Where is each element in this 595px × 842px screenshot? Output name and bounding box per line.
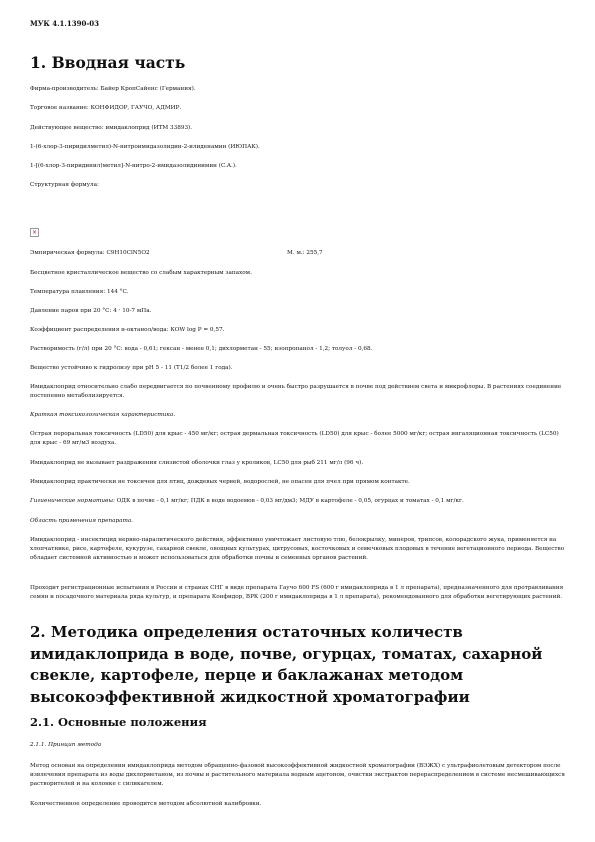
melting-point-text: Температура плавления: 144 °С. (30, 289, 129, 295)
doc-code: МУК 4.1.1390-03 (30, 19, 99, 28)
tox-label: Краткая токсикологическая характеристика. (30, 412, 176, 418)
structure-label: Структурная формула: (30, 182, 99, 188)
broken-image-icon: × (32, 229, 38, 236)
subsubsection-title: 2.1.1. Принцип метода (30, 742, 102, 748)
safety-text: Имидаклоприд практически не токсичен для птиц, дождевых червей, водорослей, не опасен для пчел при прямом контакте. (30, 479, 410, 485)
manufacturer-text: Фирма-производитель: Байер КропСайенс (Германия). (30, 86, 196, 92)
appearance-text: Бесцветное кристаллическое вещество со слабым характерным запахом. (30, 270, 252, 276)
stability-text: Имидаклоприд относительно слабо передвигается по почвенному профилю и очень быстро разрушается в почве под действием света и микрофлоры. В растениях соединение постепенно метаболизируется. (30, 384, 562, 400)
hygienic-label: Гигиенические нормативы: (30, 498, 115, 504)
section-2-title: 2. Методика определения остаточных количеств имидаклоприда в воде, почве, огурцах, томатах, сахарной свекле, картофеле, перце и баклажанах методом высокоэффективной жидкостной хроматографии (30, 623, 543, 706)
iupac-name-text: 1-(6-хлор-3-пиридилметил)-N-нитроимидазолидин-2-илиденамин (ИЮПАК). (30, 144, 260, 150)
vapor-pressure-text: Давление паров при 20 °С: 4 · 10-7 мПа. (30, 308, 152, 314)
active-substance-text: Действующее вещество: имидаклоприд (ИТМ 33893). (30, 125, 193, 131)
hygienic-text (30, 497, 565, 506)
trade-names-text: Торговое название: КОНФИДОР, ГАУЧО, АДМИР. (30, 105, 182, 111)
partition-text: Коэффициент распределения н-октанол/вода: КOW log P = 0,57. (30, 327, 225, 333)
subsection-title: 2.1. Основные положения (30, 715, 207, 729)
section-1-title: 1. Вводная часть (30, 53, 186, 72)
solubility-text: Растворимость (г/л) при 20 °С: вода - 0,61; гексан - менее 0,1; дихлорметан - 55; изопропанол - 1,2; толуол - 0,68. (30, 346, 373, 352)
registration-text: Проходит регистрационные испытания в России и странах СНГ в виде препарата Гаучо 600 FS (600 г имидаклоприда в 1 л препарата), предназначенного для протравливания семян и посадочного материала ряда культур, и препарата Конфидор, ВРК (200 г имидаклоприда в 1 л препарата), рекомендованного для обработки вегетирующих растений. (30, 585, 564, 601)
application-label: Область применения препарата. (30, 518, 134, 524)
irritation-text: Имидаклоприд не вызывает раздражения слизистой оболочки глаз у кроликов, LC50 для рыб 211 мг/л (96 ч). (30, 460, 364, 466)
quantification-text: Количественное определение проводится методом абсолютной калибровки. (30, 801, 262, 807)
molecular-mass: М. м.: 255,7 (287, 250, 323, 256)
toxicity-text: Острая пероральная токсичность (LD50) для крыс - 450 мг/кг; острая дермальная токсичность (LD50) для крыс - более 5000 мг/кг; острая ингаляционная токсичность (LC50) для крыс - 69 мг/м3 воздуха. (30, 431, 559, 447)
hydrolysis-text: Вещество устойчиво к гидролизу при pH 5 - 11 (T1/2 более 1 года). (30, 365, 233, 371)
application-text: Имидаклоприд - инсектицид нервно-паралитического действия, эффективно уничтожает листовую тлю, белокрылку, минеров, трипсов, колорадского жука, применяется на хлопчатнике, рисе, картофеле, кукурузе, сахарной свекле, овощных культурах, цитрусовых, косточковых и семечковых плодовых в течение вегетационного периода. Вещество обладает системной активностью и может использоваться для обработки почвы и семенных органов растений. (30, 537, 565, 562)
empirical-formula: Эмпирическая формула: C9H10ClN5O2 (30, 250, 150, 256)
ca-name-text: 1-[(6-хлор-3-пиридинил)метил]-N-нитро-2-имидазолидинимин (C.A.). (30, 163, 237, 169)
principle-text: Метод основан на определении имидаклоприда методом обращенно-фазовой высокоэффективной жидкостной хроматографии (ВЭЖХ) с ультрафиолетовым детектором после извлечения препарата из воды дихлорметаном, из почвы и растительного материала водным ацетоном, очистки экстрактов перераспределением в системе несмешивающихся растворителей и на колонке с силикагелем. (30, 763, 565, 788)
hygienic-values: ОДК в почве - 0,1 мг/кг; ПДК в воде водоемов - 0,03 мг/дм3; МДУ в картофеле - 0,05, огурцах и томатах - 0,1 мг/кг. (114, 498, 464, 504)
